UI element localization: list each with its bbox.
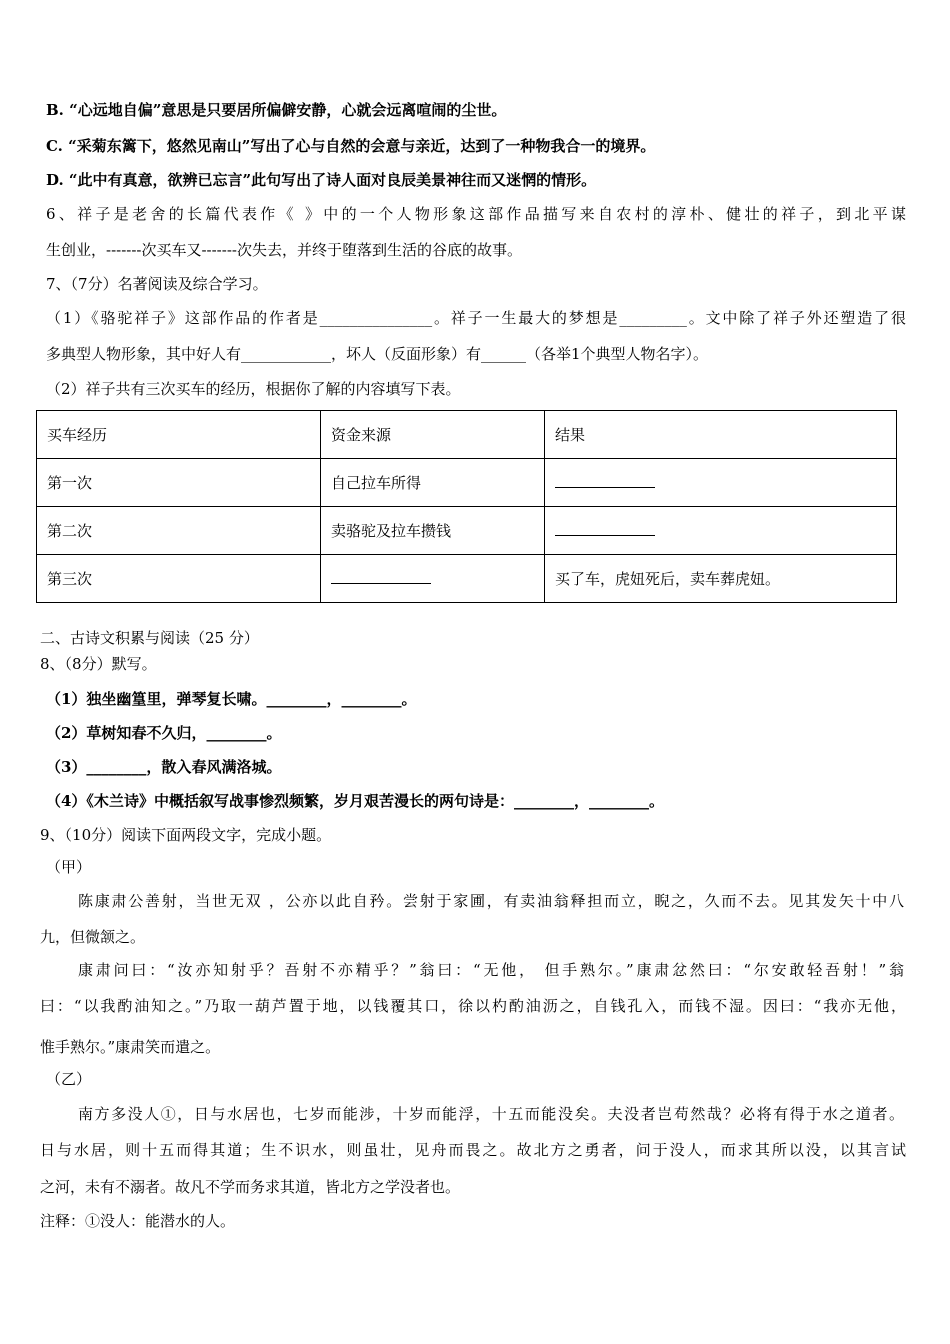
q6-line1: 6、祥子是老舍的长篇代表作《 》中的一个人物形象这部作品描写来自农村的淳朴、健壮的祥子，到北平谋 [46,205,906,223]
passage-line: 日与水居，则十五而得其道；生不识水，则虽壮，见舟而畏之。故北方之勇者，问于没人，而求其所以没，以其言试 [40,1141,906,1159]
table-cell: 第一次 [37,459,321,507]
table-cell: 买了车，虎妞死后，卖车葬虎妞。 [545,555,897,603]
answer-blank-cell[interactable] [321,555,545,603]
table-cell: 自己拉车所得 [321,459,545,507]
table-row [37,555,897,603]
passage-line: 九，但微颔之。 [40,928,146,946]
option-b: B. “心远地自偏”意思是只要居所偏僻安静，心就会远离喧闹的尘世。 [46,101,507,119]
q7-part2: （2）祥子共有三次买车的经历，根据你了解的内容填写下表。 [46,380,461,398]
q6-line2: 生创业，-------次买车又-------次失去，并终于堕落到生活的谷底的故事。 [46,241,522,259]
table-header-row [37,411,897,459]
table-cell: 第三次 [37,555,321,603]
passage-line: 曰：“以我酌油知之。”乃取一葫芦置于地，以钱覆其口，徐以杓酌油沥之，自钱孔入，而钱不湿。因曰：“我亦无他， [40,997,906,1015]
answer-blank-cell[interactable] [545,459,897,507]
table-cell: 第二次 [37,507,321,555]
q8-item-2: （2）草树知春不久归，________。 [46,724,282,742]
q8-item-3: （3）________，散入春风满洛城。 [46,758,282,776]
q7-title: 7、（7分）名著阅读及综合学习。 [46,275,268,293]
q8-item-1: （1）独坐幽篁里，弹琴复长啸。________，________。 [46,690,417,708]
option-d: D. “此中有真意，欲辨已忘言”此句写出了诗人面对良辰美景神往而又迷惘的情形。 [46,171,597,189]
passage-jia-label: （甲） [46,858,92,876]
q7-part1-line1: （1）《骆驼祥子》这部作品的作者是_______________。祥子一生最大的梦想是_________。文中除了祥子外还塑造了很 [46,309,906,327]
passage-yi-label: （乙） [46,1070,92,1088]
table-cell: 卖骆驼及拉车攒钱 [321,507,545,555]
answer-blank[interactable] [331,569,431,584]
table-row [37,459,897,507]
table-header: 结果 [545,411,897,459]
passage-line: 惟手熟尔。”康肃笑而遣之。 [40,1038,221,1056]
answer-blank[interactable] [555,521,655,536]
footnote: 注释：①没人：能潜水的人。 [40,1212,236,1230]
passage-line: 南方多没人①，日与水居也，七岁而能涉，十岁而能浮，十五而能没矣。夫没者岂苟然哉？必将有得于水之道者。 [78,1105,904,1123]
q8-title: 8、（8分）默写。 [40,655,157,673]
option-c: C. “采菊东篱下，悠然见南山”写出了心与自然的会意与亲近，达到了一种物我合一的境界。 [46,137,656,155]
section-title: 二、古诗文积累与阅读（25 分） [40,629,259,647]
table-header: 买车经历 [37,411,321,459]
answer-blank-cell[interactable] [545,507,897,555]
q7-part1-line2: 多典型人物形象，其中好人有____________，坏人（反面形象）有______（各举1个典型人物名字）。 [46,345,709,363]
passage-line: 康肃问曰：“汝亦知射乎？吾射不亦精乎？”翁曰：“无他， 但手熟尔。”康肃忿然曰：“尔安敢轻吾射！”翁 [78,961,904,979]
q8-item-4: （4）《木兰诗》中概括叙写战事惨烈频繁，岁月艰苦漫长的两句诗是：________，________。 [46,792,664,810]
table-header: 资金来源 [321,411,545,459]
passage-line: 之河，未有不溺者。故凡不学而务求其道，皆北方之学没者也。 [40,1178,461,1196]
passage-line: 陈康肃公善射，当世无双 ，公亦以此自矜。尝射于家圃，有卖油翁释担而立，睨之，久而不去。见其发矢十中八 [78,892,904,910]
answer-blank[interactable] [555,473,655,488]
car-purchase-table [36,410,897,603]
q9-title: 9、（10分）阅读下面两段文字，完成小题。 [40,826,332,844]
table-row [37,507,897,555]
